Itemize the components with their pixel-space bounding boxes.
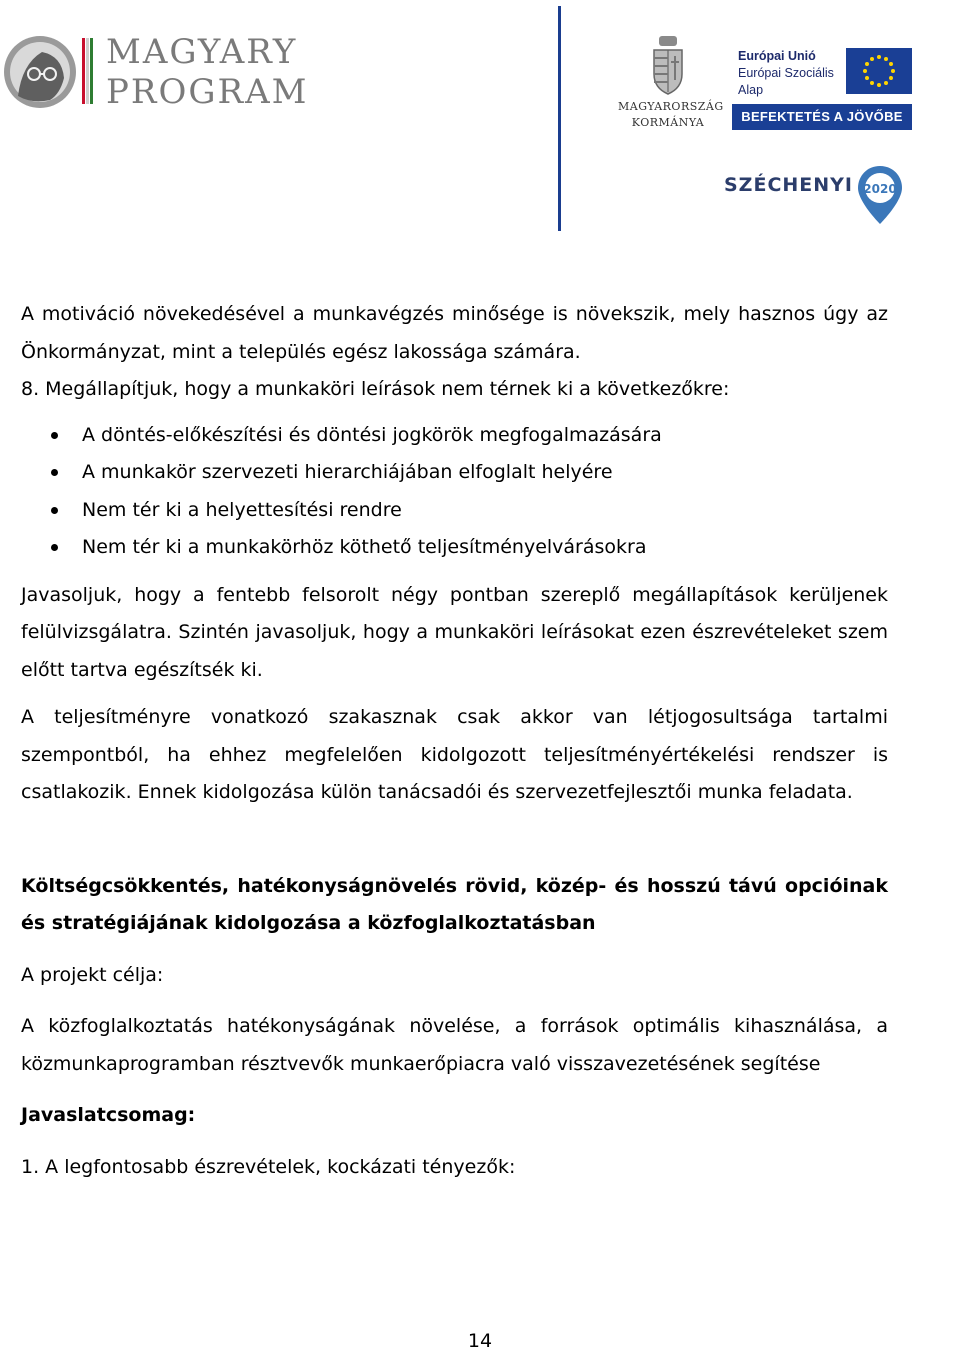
numbered-item-1: 1. A legfontosabb észrevételek, kockázati tényezők: bbox=[21, 1155, 516, 1178]
eu-line2: Európai Szociális bbox=[738, 66, 834, 80]
package-label: Javaslatcsomag: bbox=[21, 1104, 196, 1126]
list-item bbox=[21, 529, 888, 567]
szechenyi-year: 2020 bbox=[863, 182, 897, 196]
list-item-text: A döntés-előkészítési és döntési jogkörök megfogalmazására bbox=[82, 423, 662, 446]
bullet-icon bbox=[51, 544, 58, 551]
eu-flag-icon bbox=[846, 48, 912, 94]
header-divider bbox=[558, 6, 561, 231]
list-item-text: Nem tér ki a munkakörhöz köthető teljesítményelvárásokra bbox=[82, 536, 647, 558]
bullet-list bbox=[21, 417, 888, 567]
szechenyi-2020-logo bbox=[722, 164, 912, 228]
gov-line2: KORMÁNYA bbox=[631, 116, 705, 129]
list-item-text: Nem tér ki a helyettesítési rendre bbox=[82, 498, 402, 521]
list-item bbox=[21, 417, 888, 455]
eu-esf-logo bbox=[732, 46, 917, 131]
eu-banner: BEFEKTETÉS A JÖVŐBE bbox=[732, 104, 912, 130]
page-header bbox=[0, 0, 960, 250]
paragraph-motivation: A motiváció növekedésével a munkavégzés minősége is növekszik, mely hasznos úgy az Önkormányzat, mint a település egész lakossága számára. bbox=[21, 303, 888, 363]
magyary-line2: PROGRAM bbox=[106, 72, 309, 112]
page-number: 14 bbox=[467, 1330, 493, 1352]
list-item bbox=[21, 454, 888, 492]
bullet-icon bbox=[51, 432, 58, 439]
paragraph-recommendation: Javasoljuk, hogy a fentebb felsorolt négy pontban szereplő megállapítások kerüljenek felülvizsgálatra. Szintén javasoljuk, hogy a munkaköri leírásokat ezen észrevételeket szem előtt tartva egészítsék ki. bbox=[21, 583, 888, 681]
hungarian-government-logo bbox=[618, 36, 724, 136]
numbered-item-8: 8. Megállapítjuk, hogy a munkaköri leírások nem térnek ki a következőkre: bbox=[21, 378, 730, 400]
bullet-icon bbox=[51, 507, 58, 514]
portrait-logo-icon bbox=[2, 34, 78, 110]
list-item bbox=[21, 492, 888, 530]
project-goal-label: A projekt célja: bbox=[21, 963, 164, 986]
section-heading: Költségcsökkentés, hatékonyságnövelés rövid, közép- és hosszú távú opcióinak és stratégiájának kidolgozása a közfoglalkoztatásban bbox=[21, 874, 888, 934]
magyary-line1: MAGYARY bbox=[106, 32, 298, 72]
szechenyi-word: SZÉCHENYI bbox=[724, 174, 853, 196]
document-body bbox=[21, 296, 888, 1186]
magyary-program-logo bbox=[2, 30, 309, 115]
paragraph-performance: A teljesítményre vonatkozó szakasznak csak akkor van létjogosultsága tartalmi szempontból, ha ehhez megfelelően kidolgozott teljesítményértékelési rendszer is csatlakozik. Ennek kidolgozása külön tanácsadói és szervezetfejlesztői munka feladata. bbox=[21, 706, 888, 803]
gov-line1: MAGYARORSZÁG bbox=[618, 100, 724, 113]
tricolor-bars bbox=[82, 38, 94, 104]
list-item-text: A munkakör szervezeti hierarchiájában elfoglalt helyére bbox=[82, 461, 613, 483]
location-pin-icon bbox=[856, 164, 904, 226]
coat-of-arms-icon bbox=[648, 36, 688, 96]
project-goal-text: A közfoglalkoztatás hatékonyságának növelése, a források optimális kihasználása, a közmunkaprogramban résztvevők munkaerőpiacra való visszavezetésének segítése bbox=[21, 1015, 888, 1075]
eu-line1: Európai Unió bbox=[738, 49, 816, 63]
bullet-icon bbox=[51, 469, 58, 476]
eu-line3: Alap bbox=[738, 83, 764, 97]
